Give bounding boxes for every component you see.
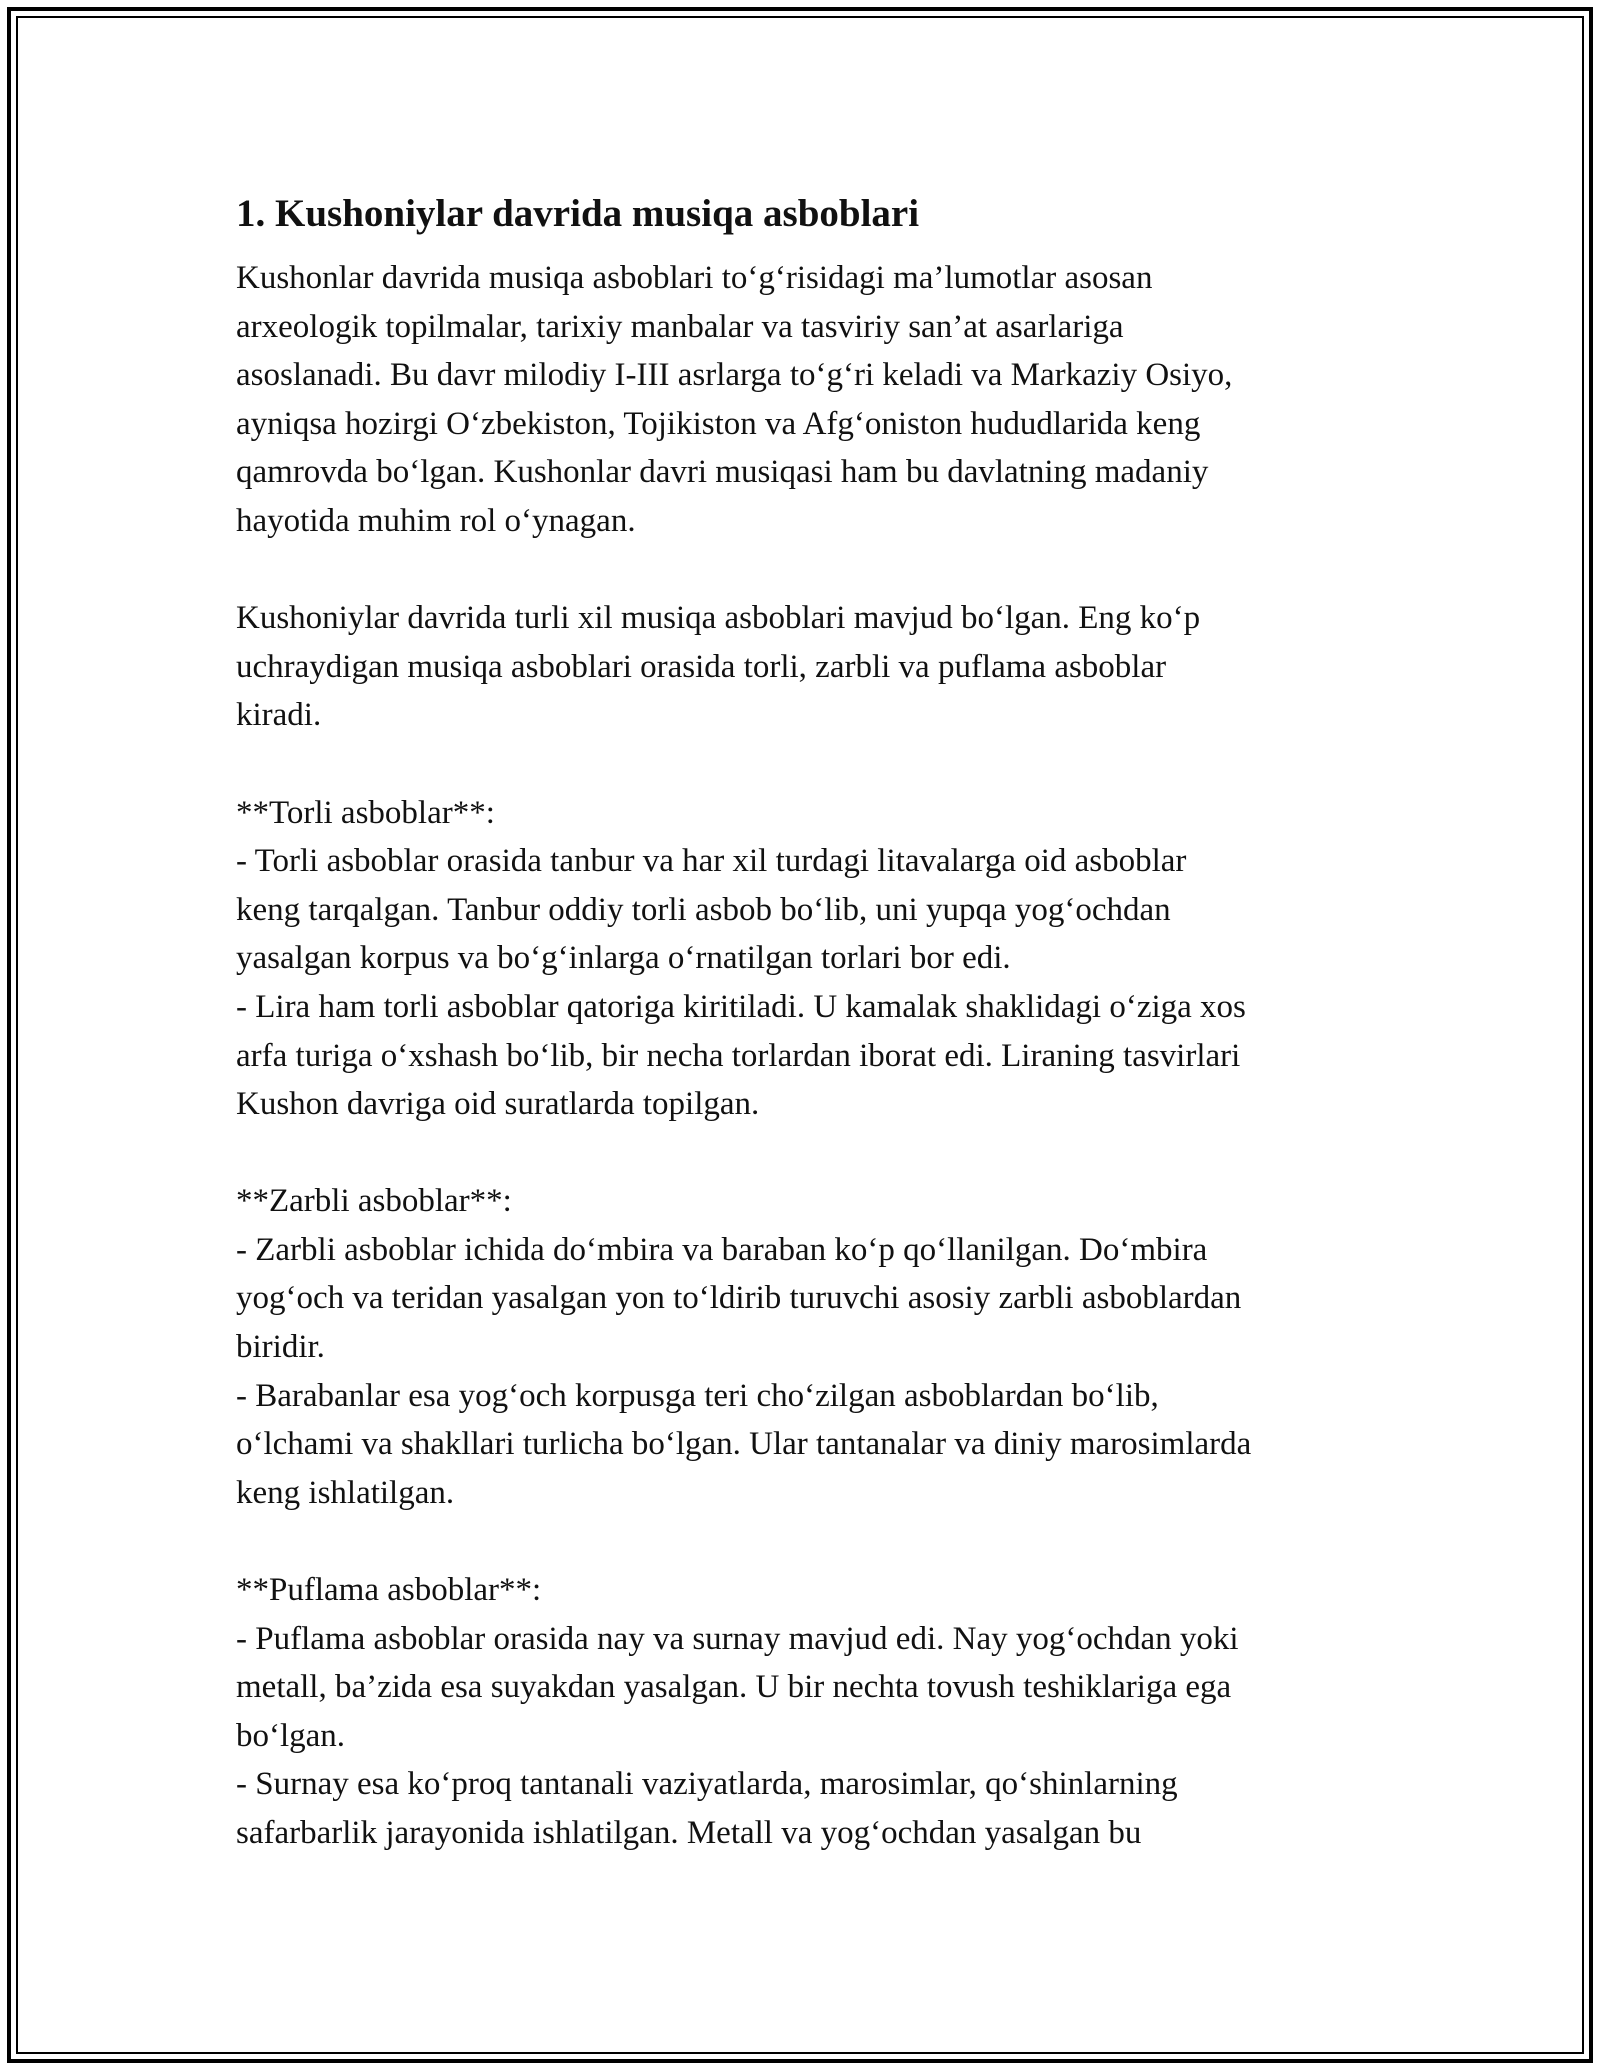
text-line: - Zarbli asboblar ichida do‘mbira va baraban ko‘p qo‘llanilgan. Do‘mbira: [236, 1231, 1208, 1268]
text-line: uchraydigan musiqa asboblari orasida torli, zarbli va puflama asboblar: [236, 648, 1167, 685]
list-item: [236, 1226, 1386, 1372]
text-line: keng ishlatilgan.: [236, 1474, 455, 1511]
section-title: **Zarbli asboblar**:: [236, 1183, 512, 1220]
text-line: bo‘lgan.: [236, 1717, 346, 1754]
text-line: metall, ba’zida esa suyakdan yasalgan. U bir nechta tovush teshiklariga ega: [236, 1669, 1232, 1706]
text-line: keng tarqalgan. Tanbur oddiy torli asbob bo‘lib, uni yupqa yog‘ochdan: [236, 891, 1171, 928]
overview-paragraph: [236, 594, 1386, 740]
document-body: [236, 188, 1386, 1906]
list-item: [236, 983, 1386, 1129]
text-line: Kushon davriga oid suratlarda topilgan.: [236, 1086, 760, 1123]
text-line: yasalgan korpus va bo‘g‘inlarga o‘rnatilgan torlari bor edi.: [236, 940, 1011, 977]
list-item: [236, 837, 1386, 983]
text-line: hayotida muhim rol o‘ynagan.: [236, 502, 636, 539]
text-line: safarbarlik jarayonida ishlatilgan. Metall va yog‘ochdan yasalgan bu: [236, 1815, 1142, 1851]
section-title: **Torli asboblar**:: [236, 794, 495, 831]
text-line: qamrovda bo‘lgan. Kushonlar davri musiqasi ham bu davlatning madaniy: [236, 454, 1209, 491]
text-line: kiradi.: [236, 697, 322, 734]
text-line: arxeologik topilmalar, tarixiy manbalar va tasviriy san’at asarlariga: [236, 308, 1124, 345]
text-line: - Torli asboblar orasida tanbur va har xil turdagi litavalarga oid asboblar: [236, 843, 1187, 880]
text-line: biridir.: [236, 1329, 325, 1366]
text-line: arfa turiga o‘xshash bo‘lib, bir necha torlardan iborat edi. Liraning tasvirlari: [236, 1037, 1241, 1074]
section-percussion-instruments: [236, 1177, 1386, 1517]
text-line: Kushonlar davrida musiqa asboblari to‘g‘risidagi ma’lumotlar asosan: [236, 260, 1153, 296]
list-item: [236, 1372, 1386, 1518]
text-line: - Barabanlar esa yog‘och korpusga teri cho‘zilgan asboblardan bo‘lib,: [236, 1377, 1159, 1414]
text-line: asoslanadi. Bu davr milodiy I-III asrlarga to‘g‘ri keladi va Markaziy Osiyo,: [236, 357, 1233, 394]
text-line: yog‘och va teridan yasalgan yon to‘ldirib turuvchi asosiy zarbli asboblardan: [236, 1280, 1242, 1317]
section-string-instruments: [236, 789, 1386, 1129]
list-item: [236, 1760, 1386, 1857]
section-title: **Puflama asboblar**:: [236, 1572, 542, 1609]
text-line: o‘lchami va shakllari turlicha bo‘lgan. Ular tantanalar va diniy marosimlarda: [236, 1426, 1252, 1463]
intro-paragraph: [236, 254, 1386, 546]
text-line: - Lira ham torli asboblar qatoriga kiritiladi. U kamalak shaklidagi o‘ziga xos: [236, 988, 1246, 1025]
text-line: - Surnay esa ko‘proq tantanali vaziyatlarda, marosimlar, qo‘shinlarning: [236, 1766, 1178, 1803]
text-line: Kushoniylar davrida turli xil musiqa asboblari mavjud bo‘lgan. Eng ko‘p: [236, 600, 1201, 637]
text-line: - Puflama asboblar orasida nay va surnay mavjud edi. Nay yog‘ochdan yoki: [236, 1620, 1239, 1657]
section-heading: 1. Kushoniylar davrida musiqa asboblari: [236, 192, 920, 235]
section-wind-instruments: [236, 1566, 1386, 1858]
list-item: [236, 1615, 1386, 1761]
text-line: ayniqsa hozirgi O‘zbekiston, Tojikiston va Afg‘oniston hududlarida keng: [236, 405, 1201, 442]
